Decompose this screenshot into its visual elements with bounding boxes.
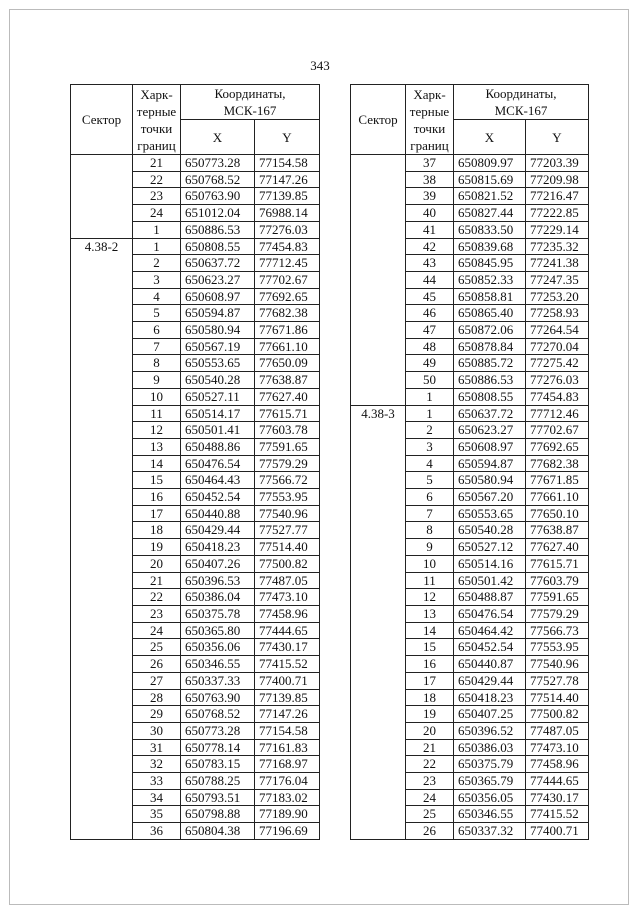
point-number-cell: 22 xyxy=(133,589,181,606)
point-number-cell: 13 xyxy=(133,438,181,455)
header-points-line: терные xyxy=(409,103,450,119)
point-number-cell: 24 xyxy=(133,622,181,639)
header-coordinates-line: МСК-167 xyxy=(223,103,277,118)
x-coordinate-cell: 650375.78 xyxy=(181,605,255,622)
point-number-cell: 16 xyxy=(133,489,181,506)
y-coordinate-cell: 77500.82 xyxy=(526,706,589,723)
y-coordinate-cell: 77458.96 xyxy=(526,756,589,773)
point-number-cell: 17 xyxy=(406,672,454,689)
y-coordinate-cell: 77527.77 xyxy=(255,522,320,539)
y-coordinate-cell: 77189.90 xyxy=(255,806,320,823)
point-number-cell: 20 xyxy=(133,555,181,572)
point-number-cell: 8 xyxy=(133,355,181,372)
point-number-cell: 18 xyxy=(133,522,181,539)
x-coordinate-cell: 650804.38 xyxy=(181,823,255,840)
y-coordinate-cell: 77444.65 xyxy=(255,622,320,639)
x-coordinate-cell: 650476.54 xyxy=(181,455,255,472)
y-coordinate-cell: 77415.52 xyxy=(526,806,589,823)
x-coordinate-cell: 650783.15 xyxy=(181,756,255,773)
point-number-cell: 30 xyxy=(133,722,181,739)
x-coordinate-cell: 650365.79 xyxy=(454,773,526,790)
table-row xyxy=(351,405,589,422)
x-coordinate-cell: 650886.53 xyxy=(454,372,526,389)
x-coordinate-cell: 650594.87 xyxy=(181,305,255,322)
point-number-cell: 1 xyxy=(406,405,454,422)
sector-cell: 4.38-3 xyxy=(351,405,406,839)
point-number-cell: 19 xyxy=(133,539,181,556)
coordinates-table-right xyxy=(350,84,589,840)
point-number-cell: 44 xyxy=(406,271,454,288)
x-coordinate-cell: 650429.44 xyxy=(181,522,255,539)
x-coordinate-cell: 650845.95 xyxy=(454,255,526,272)
x-coordinate-cell: 650452.54 xyxy=(454,639,526,656)
y-coordinate-cell: 77692.65 xyxy=(526,438,589,455)
x-coordinate-cell: 650839.68 xyxy=(454,238,526,255)
header-points-line: точки xyxy=(413,120,446,136)
y-coordinate-cell: 77712.45 xyxy=(255,255,320,272)
x-coordinate-cell: 650608.97 xyxy=(454,438,526,455)
x-coordinate-cell: 650346.55 xyxy=(454,806,526,823)
x-coordinate-cell: 650488.86 xyxy=(181,438,255,455)
y-coordinate-cell: 77270.04 xyxy=(526,338,589,355)
y-coordinate-cell: 77682.38 xyxy=(526,455,589,472)
point-number-cell: 18 xyxy=(406,689,454,706)
table-row xyxy=(71,155,320,172)
point-number-cell: 8 xyxy=(406,522,454,539)
header-x: X xyxy=(454,120,526,155)
y-coordinate-cell: 77579.29 xyxy=(255,455,320,472)
y-coordinate-cell: 77458.96 xyxy=(255,605,320,622)
y-coordinate-cell: 76988.14 xyxy=(255,205,320,222)
y-coordinate-cell: 77216.47 xyxy=(526,188,589,205)
point-number-cell: 49 xyxy=(406,355,454,372)
point-number-cell: 25 xyxy=(133,639,181,656)
x-coordinate-cell: 650768.52 xyxy=(181,171,255,188)
x-coordinate-cell: 650418.23 xyxy=(454,689,526,706)
y-coordinate-cell: 77161.83 xyxy=(255,739,320,756)
point-number-cell: 26 xyxy=(133,656,181,673)
x-coordinate-cell: 650514.17 xyxy=(181,405,255,422)
x-coordinate-cell: 650375.79 xyxy=(454,756,526,773)
x-coordinate-cell: 651012.04 xyxy=(181,205,255,222)
point-number-cell: 50 xyxy=(406,372,454,389)
sector-cell xyxy=(71,155,133,239)
point-number-cell: 9 xyxy=(133,372,181,389)
point-number-cell: 2 xyxy=(133,255,181,272)
y-coordinate-cell: 77454.83 xyxy=(526,388,589,405)
x-coordinate-cell: 650356.06 xyxy=(181,639,255,656)
point-number-cell: 5 xyxy=(406,472,454,489)
y-coordinate-cell: 77627.40 xyxy=(526,539,589,556)
y-coordinate-cell: 77196.69 xyxy=(255,823,320,840)
x-coordinate-cell: 650337.33 xyxy=(181,672,255,689)
header-coordinates xyxy=(454,85,589,120)
y-coordinate-cell: 77222.85 xyxy=(526,205,589,222)
point-number-cell: 15 xyxy=(133,472,181,489)
header-coordinates xyxy=(181,85,320,120)
table-row xyxy=(71,238,320,255)
y-coordinate-cell: 77415.52 xyxy=(255,656,320,673)
x-coordinate-cell: 650464.43 xyxy=(181,472,255,489)
point-number-cell: 11 xyxy=(406,572,454,589)
y-coordinate-cell: 77514.40 xyxy=(526,689,589,706)
x-coordinate-cell: 650773.28 xyxy=(181,155,255,172)
point-number-cell: 21 xyxy=(406,739,454,756)
point-number-cell: 34 xyxy=(133,789,181,806)
x-coordinate-cell: 650623.27 xyxy=(454,422,526,439)
point-number-cell: 7 xyxy=(406,505,454,522)
y-coordinate-cell: 77247.35 xyxy=(526,271,589,288)
x-coordinate-cell: 650580.94 xyxy=(454,472,526,489)
point-number-cell: 22 xyxy=(133,171,181,188)
point-number-cell: 26 xyxy=(406,823,454,840)
x-coordinate-cell: 650852.33 xyxy=(454,271,526,288)
y-coordinate-cell: 77487.05 xyxy=(255,572,320,589)
point-number-cell: 41 xyxy=(406,221,454,238)
y-coordinate-cell: 77473.10 xyxy=(255,589,320,606)
x-coordinate-cell: 650808.55 xyxy=(181,238,255,255)
y-coordinate-cell: 77139.85 xyxy=(255,188,320,205)
header-coordinates-line: Координаты, xyxy=(485,86,557,101)
x-coordinate-cell: 650514.16 xyxy=(454,555,526,572)
point-number-cell: 4 xyxy=(133,288,181,305)
x-coordinate-cell: 650886.53 xyxy=(181,221,255,238)
x-coordinate-cell: 650763.90 xyxy=(181,689,255,706)
y-coordinate-cell: 77650.10 xyxy=(526,505,589,522)
point-number-cell: 29 xyxy=(133,706,181,723)
page-number: 343 xyxy=(310,58,330,73)
x-coordinate-cell: 650476.54 xyxy=(454,605,526,622)
y-coordinate-cell: 77702.67 xyxy=(526,422,589,439)
point-number-cell: 12 xyxy=(406,589,454,606)
point-number-cell: 43 xyxy=(406,255,454,272)
x-coordinate-cell: 650429.44 xyxy=(454,672,526,689)
point-number-cell: 17 xyxy=(133,505,181,522)
y-coordinate-cell: 77168.97 xyxy=(255,756,320,773)
y-coordinate-cell: 77692.65 xyxy=(255,288,320,305)
y-coordinate-cell: 77514.40 xyxy=(255,539,320,556)
point-number-cell: 10 xyxy=(133,388,181,405)
sector-cell: 4.38-2 xyxy=(71,238,133,839)
point-number-cell: 40 xyxy=(406,205,454,222)
x-coordinate-cell: 650396.53 xyxy=(181,572,255,589)
x-coordinate-cell: 650808.55 xyxy=(454,388,526,405)
y-coordinate-cell: 77276.03 xyxy=(255,221,320,238)
header-points-line: границ xyxy=(137,137,176,153)
x-coordinate-cell: 650418.23 xyxy=(181,539,255,556)
x-coordinate-cell: 650567.19 xyxy=(181,338,255,355)
x-coordinate-cell: 650788.25 xyxy=(181,773,255,790)
point-number-cell: 35 xyxy=(133,806,181,823)
y-coordinate-cell: 77454.83 xyxy=(255,238,320,255)
y-coordinate-cell: 77603.79 xyxy=(526,572,589,589)
x-coordinate-cell: 650858.81 xyxy=(454,288,526,305)
x-coordinate-cell: 650815.69 xyxy=(454,171,526,188)
x-coordinate-cell: 650501.41 xyxy=(181,422,255,439)
point-number-cell: 16 xyxy=(406,656,454,673)
x-coordinate-cell: 650386.03 xyxy=(454,739,526,756)
table-body xyxy=(71,155,320,840)
point-number-cell: 22 xyxy=(406,756,454,773)
y-coordinate-cell: 77603.78 xyxy=(255,422,320,439)
point-number-cell: 27 xyxy=(133,672,181,689)
y-coordinate-cell: 77566.73 xyxy=(526,622,589,639)
point-number-cell: 14 xyxy=(406,622,454,639)
y-coordinate-cell: 77253.20 xyxy=(526,288,589,305)
x-coordinate-cell: 650356.05 xyxy=(454,789,526,806)
point-number-cell: 19 xyxy=(406,706,454,723)
y-coordinate-cell: 77147.26 xyxy=(255,706,320,723)
header-points-line: терные xyxy=(136,103,177,119)
x-coordinate-cell: 650763.90 xyxy=(181,188,255,205)
x-coordinate-cell: 650386.04 xyxy=(181,589,255,606)
x-coordinate-cell: 650768.52 xyxy=(181,706,255,723)
y-coordinate-cell: 77615.71 xyxy=(526,555,589,572)
table-row xyxy=(351,155,589,172)
x-coordinate-cell: 650567.20 xyxy=(454,489,526,506)
x-coordinate-cell: 650501.42 xyxy=(454,572,526,589)
point-number-cell: 37 xyxy=(406,155,454,172)
x-coordinate-cell: 650440.88 xyxy=(181,505,255,522)
x-coordinate-cell: 650594.87 xyxy=(454,455,526,472)
y-coordinate-cell: 77241.38 xyxy=(526,255,589,272)
point-number-cell: 23 xyxy=(133,605,181,622)
x-coordinate-cell: 650407.25 xyxy=(454,706,526,723)
x-coordinate-cell: 650865.40 xyxy=(454,305,526,322)
x-coordinate-cell: 650540.28 xyxy=(454,522,526,539)
point-number-cell: 45 xyxy=(406,288,454,305)
point-number-cell: 6 xyxy=(406,489,454,506)
x-coordinate-cell: 650623.27 xyxy=(181,271,255,288)
y-coordinate-cell: 77275.42 xyxy=(526,355,589,372)
y-coordinate-cell: 77712.46 xyxy=(526,405,589,422)
x-coordinate-cell: 650396.52 xyxy=(454,722,526,739)
sector-cell xyxy=(351,155,406,406)
point-number-cell: 11 xyxy=(133,405,181,422)
y-coordinate-cell: 77473.10 xyxy=(526,739,589,756)
x-coordinate-cell: 650878.84 xyxy=(454,338,526,355)
y-coordinate-cell: 77650.09 xyxy=(255,355,320,372)
point-number-cell: 39 xyxy=(406,188,454,205)
y-coordinate-cell: 77540.96 xyxy=(526,656,589,673)
point-number-cell: 28 xyxy=(133,689,181,706)
point-number-cell: 24 xyxy=(133,205,181,222)
x-coordinate-cell: 650452.54 xyxy=(181,489,255,506)
point-number-cell: 23 xyxy=(406,773,454,790)
x-coordinate-cell: 650885.72 xyxy=(454,355,526,372)
header-points xyxy=(406,85,454,155)
x-coordinate-cell: 650488.87 xyxy=(454,589,526,606)
x-coordinate-cell: 650527.12 xyxy=(454,539,526,556)
point-number-cell: 7 xyxy=(133,338,181,355)
point-number-cell: 1 xyxy=(133,221,181,238)
header-coordinates-line: Координаты, xyxy=(214,86,286,101)
header-sector: Сектор xyxy=(71,85,133,155)
y-coordinate-cell: 77540.96 xyxy=(255,505,320,522)
y-coordinate-cell: 77400.71 xyxy=(255,672,320,689)
point-number-cell: 12 xyxy=(133,422,181,439)
point-number-cell: 20 xyxy=(406,722,454,739)
y-coordinate-cell: 77566.72 xyxy=(255,472,320,489)
x-coordinate-cell: 650337.32 xyxy=(454,823,526,840)
point-number-cell: 3 xyxy=(406,438,454,455)
x-coordinate-cell: 650827.44 xyxy=(454,205,526,222)
y-coordinate-cell: 77209.98 xyxy=(526,171,589,188)
point-number-cell: 47 xyxy=(406,322,454,339)
point-number-cell: 46 xyxy=(406,305,454,322)
y-coordinate-cell: 77553.95 xyxy=(526,639,589,656)
point-number-cell: 36 xyxy=(133,823,181,840)
x-coordinate-cell: 650553.65 xyxy=(181,355,255,372)
y-coordinate-cell: 77500.82 xyxy=(255,555,320,572)
y-coordinate-cell: 77235.32 xyxy=(526,238,589,255)
y-coordinate-cell: 77154.58 xyxy=(255,722,320,739)
point-number-cell: 48 xyxy=(406,338,454,355)
x-coordinate-cell: 650821.52 xyxy=(454,188,526,205)
point-number-cell: 14 xyxy=(133,455,181,472)
x-coordinate-cell: 650407.26 xyxy=(181,555,255,572)
x-coordinate-cell: 650773.28 xyxy=(181,722,255,739)
table-body xyxy=(351,155,589,840)
x-coordinate-cell: 650464.42 xyxy=(454,622,526,639)
x-coordinate-cell: 650798.88 xyxy=(181,806,255,823)
y-coordinate-cell: 77661.10 xyxy=(526,489,589,506)
point-number-cell: 3 xyxy=(133,271,181,288)
point-number-cell: 5 xyxy=(133,305,181,322)
point-number-cell: 21 xyxy=(133,155,181,172)
coordinates-table-left xyxy=(70,84,320,840)
y-coordinate-cell: 77661.10 xyxy=(255,338,320,355)
y-coordinate-cell: 77154.58 xyxy=(255,155,320,172)
y-coordinate-cell: 77527.78 xyxy=(526,672,589,689)
point-number-cell: 10 xyxy=(406,555,454,572)
header-points-line: точки xyxy=(140,120,173,136)
header-points-line: границ xyxy=(410,137,449,153)
point-number-cell: 33 xyxy=(133,773,181,790)
y-coordinate-cell: 77627.40 xyxy=(255,388,320,405)
y-coordinate-cell: 77615.71 xyxy=(255,405,320,422)
header-y: Y xyxy=(526,120,589,155)
y-coordinate-cell: 77430.17 xyxy=(526,789,589,806)
x-coordinate-cell: 650637.72 xyxy=(454,405,526,422)
y-coordinate-cell: 77276.03 xyxy=(526,372,589,389)
x-coordinate-cell: 650553.65 xyxy=(454,505,526,522)
y-coordinate-cell: 77176.04 xyxy=(255,773,320,790)
y-coordinate-cell: 77671.86 xyxy=(255,322,320,339)
y-coordinate-cell: 77430.17 xyxy=(255,639,320,656)
x-coordinate-cell: 650527.11 xyxy=(181,388,255,405)
point-number-cell: 32 xyxy=(133,756,181,773)
y-coordinate-cell: 77702.67 xyxy=(255,271,320,288)
x-coordinate-cell: 650540.28 xyxy=(181,372,255,389)
y-coordinate-cell: 77638.87 xyxy=(526,522,589,539)
x-coordinate-cell: 650637.72 xyxy=(181,255,255,272)
header-x: X xyxy=(181,120,255,155)
y-coordinate-cell: 77147.26 xyxy=(255,171,320,188)
point-number-cell: 15 xyxy=(406,639,454,656)
y-coordinate-cell: 77671.85 xyxy=(526,472,589,489)
x-coordinate-cell: 650833.50 xyxy=(454,221,526,238)
header-sector: Сектор xyxy=(351,85,406,155)
point-number-cell: 25 xyxy=(406,806,454,823)
y-coordinate-cell: 77229.14 xyxy=(526,221,589,238)
point-number-cell: 38 xyxy=(406,171,454,188)
header-points-line: Харк- xyxy=(140,86,173,102)
header-y: Y xyxy=(255,120,320,155)
x-coordinate-cell: 650440.87 xyxy=(454,656,526,673)
y-coordinate-cell: 77444.65 xyxy=(526,773,589,790)
x-coordinate-cell: 650365.80 xyxy=(181,622,255,639)
point-number-cell: 4 xyxy=(406,455,454,472)
point-number-cell: 6 xyxy=(133,322,181,339)
y-coordinate-cell: 77591.65 xyxy=(255,438,320,455)
header-coordinates-line: МСК-167 xyxy=(494,103,548,118)
y-coordinate-cell: 77591.65 xyxy=(526,589,589,606)
y-coordinate-cell: 77264.54 xyxy=(526,322,589,339)
y-coordinate-cell: 77553.95 xyxy=(255,489,320,506)
point-number-cell: 42 xyxy=(406,238,454,255)
y-coordinate-cell: 77487.05 xyxy=(526,722,589,739)
y-coordinate-cell: 77139.85 xyxy=(255,689,320,706)
point-number-cell: 13 xyxy=(406,605,454,622)
point-number-cell: 1 xyxy=(406,388,454,405)
point-number-cell: 23 xyxy=(133,188,181,205)
x-coordinate-cell: 650346.55 xyxy=(181,656,255,673)
point-number-cell: 24 xyxy=(406,789,454,806)
point-number-cell: 1 xyxy=(133,238,181,255)
x-coordinate-cell: 650580.94 xyxy=(181,322,255,339)
x-coordinate-cell: 650793.51 xyxy=(181,789,255,806)
y-coordinate-cell: 77682.38 xyxy=(255,305,320,322)
y-coordinate-cell: 77258.93 xyxy=(526,305,589,322)
point-number-cell: 9 xyxy=(406,539,454,556)
header-points xyxy=(133,85,181,155)
header-points-line: Харк- xyxy=(413,86,446,102)
point-number-cell: 2 xyxy=(406,422,454,439)
y-coordinate-cell: 77638.87 xyxy=(255,372,320,389)
x-coordinate-cell: 650608.97 xyxy=(181,288,255,305)
y-coordinate-cell: 77203.39 xyxy=(526,155,589,172)
y-coordinate-cell: 77400.71 xyxy=(526,823,589,840)
x-coordinate-cell: 650809.97 xyxy=(454,155,526,172)
point-number-cell: 21 xyxy=(133,572,181,589)
point-number-cell: 31 xyxy=(133,739,181,756)
x-coordinate-cell: 650872.06 xyxy=(454,322,526,339)
y-coordinate-cell: 77579.29 xyxy=(526,605,589,622)
x-coordinate-cell: 650778.14 xyxy=(181,739,255,756)
y-coordinate-cell: 77183.02 xyxy=(255,789,320,806)
